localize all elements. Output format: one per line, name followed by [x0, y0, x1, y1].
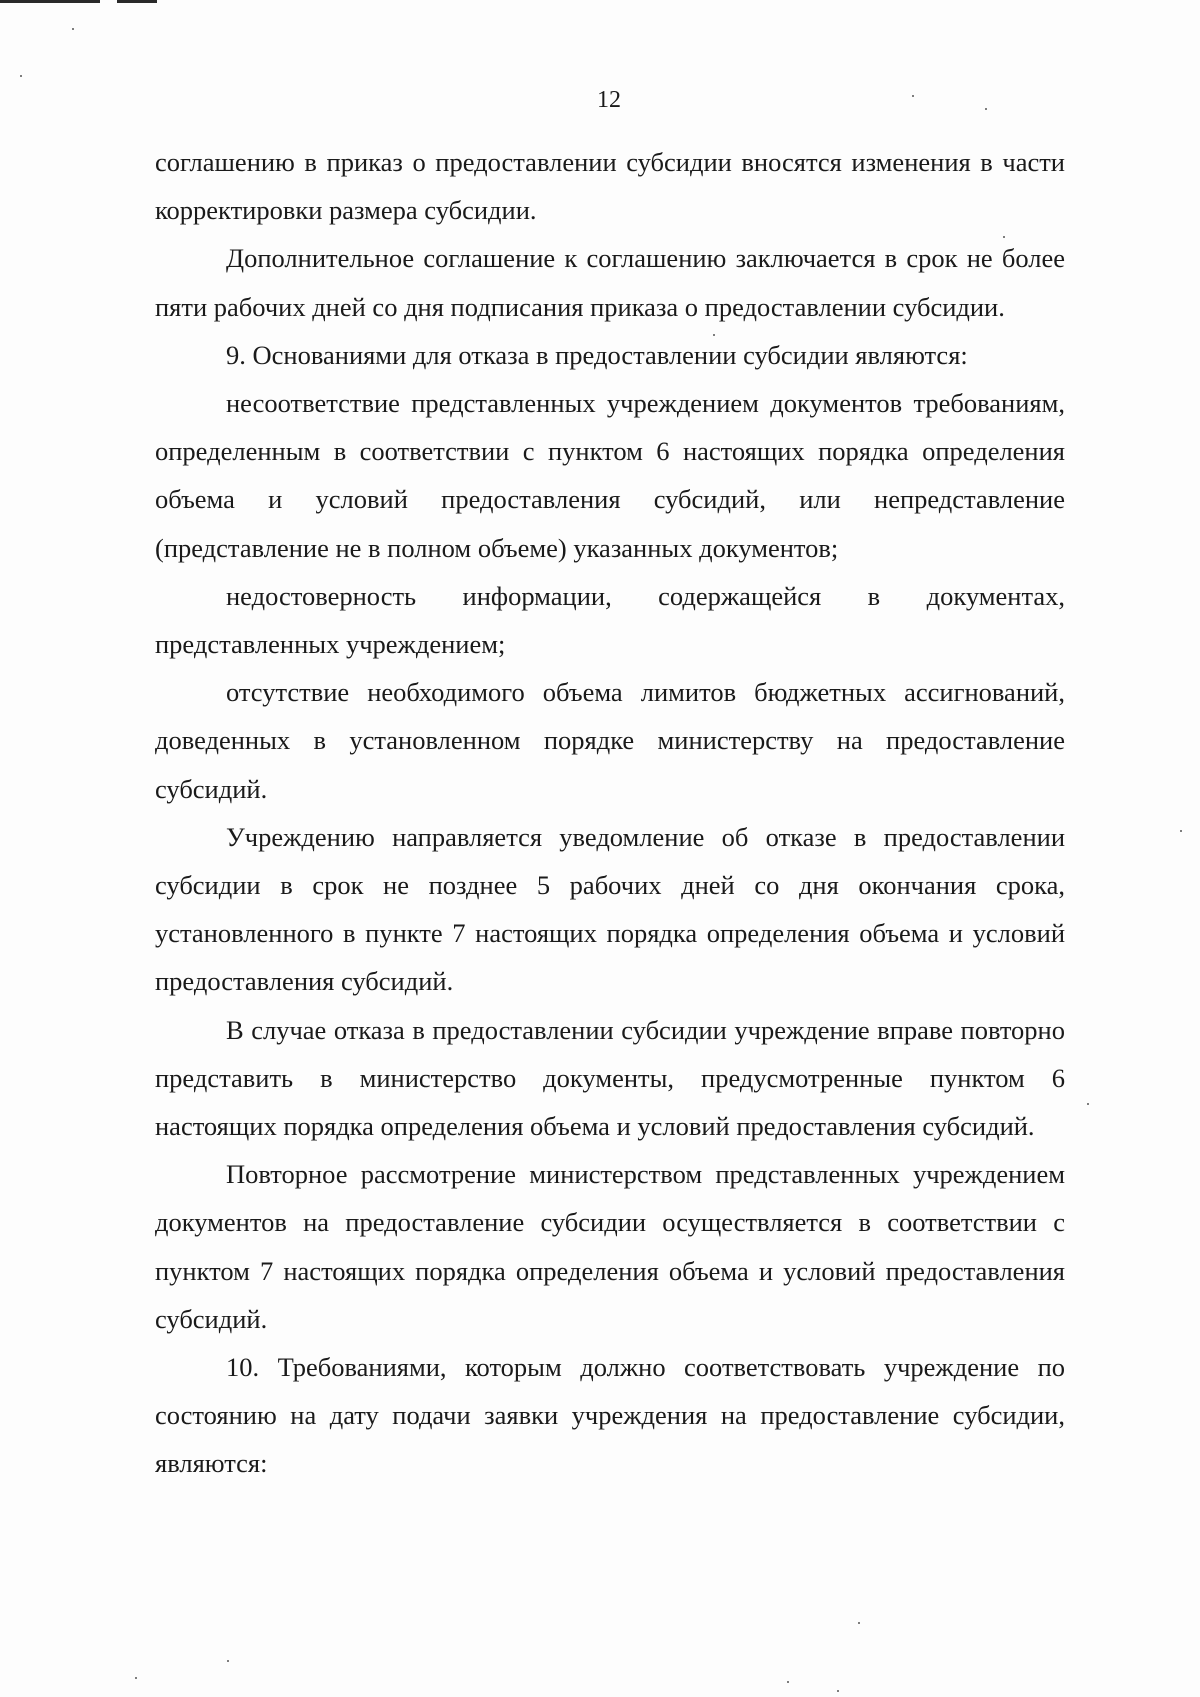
- scan-edge-mark: [117, 0, 157, 3]
- scan-edge-mark: [0, 0, 100, 3]
- paragraph: отсутствие необходимого объема лимитов бюджетных ассигнований, доведенных в установленном порядке министерству на предоставление субсидий.: [155, 677, 1065, 804]
- scan-speck: [837, 1690, 839, 1692]
- scan-speck: [1087, 1103, 1089, 1105]
- page-number: 12: [597, 87, 621, 113]
- scan-speck: [1180, 830, 1182, 832]
- scan-speck: [135, 1677, 137, 1679]
- paragraph: Повторное рассмотрение министерством представленных учреждением документов на предоставление субсидии осуществляется в соответствии с пунктом 7 настоящих порядка определения объема и условий предоставления субсидий.: [155, 1159, 1065, 1334]
- scan-speck: [858, 1622, 860, 1624]
- paragraph: Учреждению направляется уведомление об отказе в предоставлении субсидии в срок не позднее 5 рабочих дней со дня окончания срока, установленного в пункте 7 настоящих порядка определения объема и условий предоставления субсидий.: [155, 821, 1065, 997]
- paragraph: несоответствие представленных учреждением документов требованиям, определенным в соответствии с пунктом 6 настоящих порядка определения объема и условий предоставления субсидий, или непредставление (представление не в полном объеме) указанных документов;: [155, 388, 1065, 563]
- scan-speck: [227, 1660, 229, 1662]
- paragraph: В случае отказа в предоставлении субсидии учреждение вправе повторно представить в министерство документы, предусмотренные пунктом 6 настоящих порядка определения объема и условий предоставления субсидий.: [155, 1014, 1065, 1142]
- scan-speck: [20, 75, 22, 77]
- section-heading-paragraph: 10. Требованиями, которым должно соответствовать учреждение по состоянию на дату подачи заявки учреждения на предоставление субсидии, являются:: [155, 1352, 1065, 1479]
- paragraph: недостоверность информации, содержащейся в документах, представленных учреждением;: [155, 580, 1065, 660]
- section-heading-paragraph: 9. Основаниями для отказа в предоставлении субсидии являются:: [226, 339, 968, 370]
- body-text: [155, 138, 1065, 1488]
- paragraph: Дополнительное соглашение к соглашению заключается в срок не более пяти рабочих дней со дня подписания приказа о предоставлении субсидии.: [155, 243, 1065, 322]
- scan-speck: [787, 1681, 789, 1683]
- scan-speck: [72, 28, 74, 30]
- paragraph: соглашению в приказ о предоставлении субсидии вносятся изменения в части корректировки размера субсидии.: [155, 147, 1065, 226]
